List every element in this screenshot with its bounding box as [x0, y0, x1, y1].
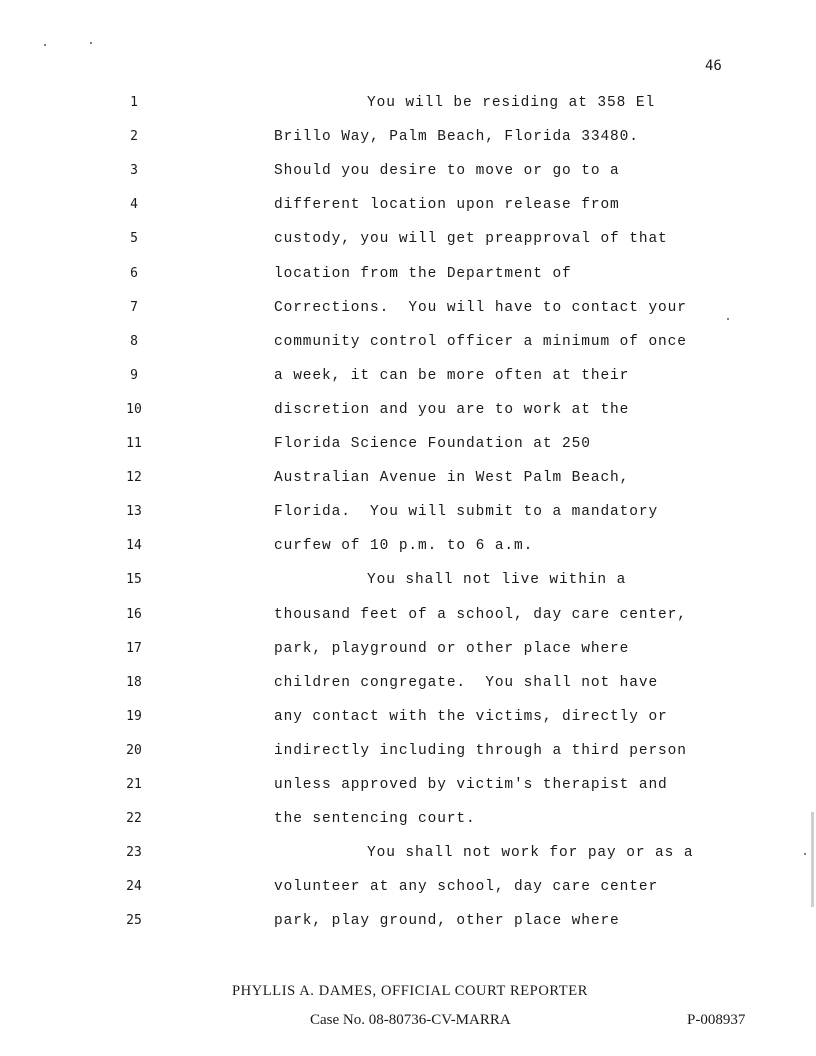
line-number: 17: [126, 641, 142, 656]
line-number: 15: [126, 572, 142, 587]
line-text: the sentencing court.: [274, 811, 476, 827]
line-number: 6: [130, 266, 138, 281]
scan-speck: [727, 318, 729, 320]
line-number: 16: [126, 607, 142, 622]
transcript-line: [0, 570, 816, 590]
transcript-line: [0, 775, 816, 795]
line-text: Florida. You will submit to a mandatory: [274, 504, 659, 520]
line-text: You shall not work for pay or as a: [367, 845, 694, 861]
transcript-line: [0, 673, 816, 693]
line-text: unless approved by victim's therapist and: [274, 777, 668, 793]
transcript-line: [0, 809, 816, 829]
line-number: 23: [126, 845, 142, 860]
reporter-footer: PHYLLIS A. DAMES, OFFICIAL COURT REPORTER: [232, 983, 588, 999]
line-text: custody, you will get preapproval of that: [274, 231, 668, 247]
line-text: volunteer at any school, day care center: [274, 879, 659, 895]
line-number: 12: [126, 470, 142, 485]
line-number: 4: [130, 197, 138, 212]
line-number: 24: [126, 879, 142, 894]
line-text: You will be residing at 358 El: [367, 95, 656, 111]
scan-speck: [804, 853, 806, 855]
line-text: any contact with the victims, directly or: [274, 709, 668, 725]
line-number: 18: [126, 675, 142, 690]
transcript-line: [0, 195, 816, 215]
transcript-line: [0, 911, 816, 931]
line-number: 11: [126, 436, 142, 451]
line-number: 2: [130, 129, 138, 144]
line-number: 14: [126, 538, 142, 553]
transcript-line: [0, 161, 816, 181]
line-text: different location upon release from: [274, 197, 620, 213]
scan-speck: [44, 44, 46, 46]
transcript-line: [0, 536, 816, 556]
line-text: curfew of 10 p.m. to 6 a.m.: [274, 538, 534, 554]
line-text: Corrections. You will have to contact your: [274, 300, 687, 316]
line-text: a week, it can be more often at their: [274, 368, 630, 384]
transcript-line: [0, 93, 816, 113]
line-number: 19: [126, 709, 142, 724]
line-number: 3: [130, 163, 138, 178]
line-text: indirectly including through a third person: [274, 743, 687, 759]
transcript-line: [0, 400, 816, 420]
line-number: 13: [126, 504, 142, 519]
line-text: thousand feet of a school, day care center,: [274, 607, 687, 623]
line-number: 1: [130, 95, 138, 110]
case-number: Case No. 08-80736-CV-MARRA: [310, 1012, 511, 1028]
transcript-line: [0, 502, 816, 522]
line-text: community control officer a minimum of once: [274, 334, 687, 350]
line-number: 7: [130, 300, 138, 315]
line-number: 10: [126, 402, 142, 417]
line-text: park, playground or other place where: [274, 641, 630, 657]
transcript-line: [0, 843, 816, 863]
line-text: Australian Avenue in West Palm Beach,: [274, 470, 630, 486]
line-text: Brillo Way, Palm Beach, Florida 33480.: [274, 129, 639, 145]
transcript-line: [0, 332, 816, 352]
line-number: 25: [126, 913, 142, 928]
transcript-line: [0, 741, 816, 761]
line-text: children congregate. You shall not have: [274, 675, 659, 691]
transcript-line: [0, 127, 816, 147]
line-text: You shall not live within a: [367, 572, 627, 588]
line-text: discretion and you are to work at the: [274, 402, 630, 418]
transcript-line: [0, 366, 816, 386]
line-text: location from the Department of: [274, 266, 572, 282]
line-number: 9: [130, 368, 138, 383]
transcript-line: [0, 468, 816, 488]
line-text: Florida Science Foundation at 250: [274, 436, 591, 452]
line-number: 21: [126, 777, 142, 792]
line-number: 20: [126, 743, 142, 758]
bates-number: P-008937: [687, 1012, 746, 1028]
line-number: 22: [126, 811, 142, 826]
scan-edge-mark: [811, 812, 814, 907]
scan-speck: [90, 42, 92, 44]
transcript-line: [0, 877, 816, 897]
line-text: park, play ground, other place where: [274, 913, 620, 929]
transcript-line: [0, 605, 816, 625]
line-number: 5: [130, 231, 138, 246]
transcript-line: [0, 639, 816, 659]
transcript-line: [0, 229, 816, 249]
transcript-line: [0, 434, 816, 454]
transcript-line: [0, 264, 816, 284]
line-number: 8: [130, 334, 138, 349]
line-text: Should you desire to move or go to a: [274, 163, 620, 179]
page-number: 46: [705, 58, 722, 74]
transcript-line: [0, 298, 816, 318]
transcript-line: [0, 707, 816, 727]
